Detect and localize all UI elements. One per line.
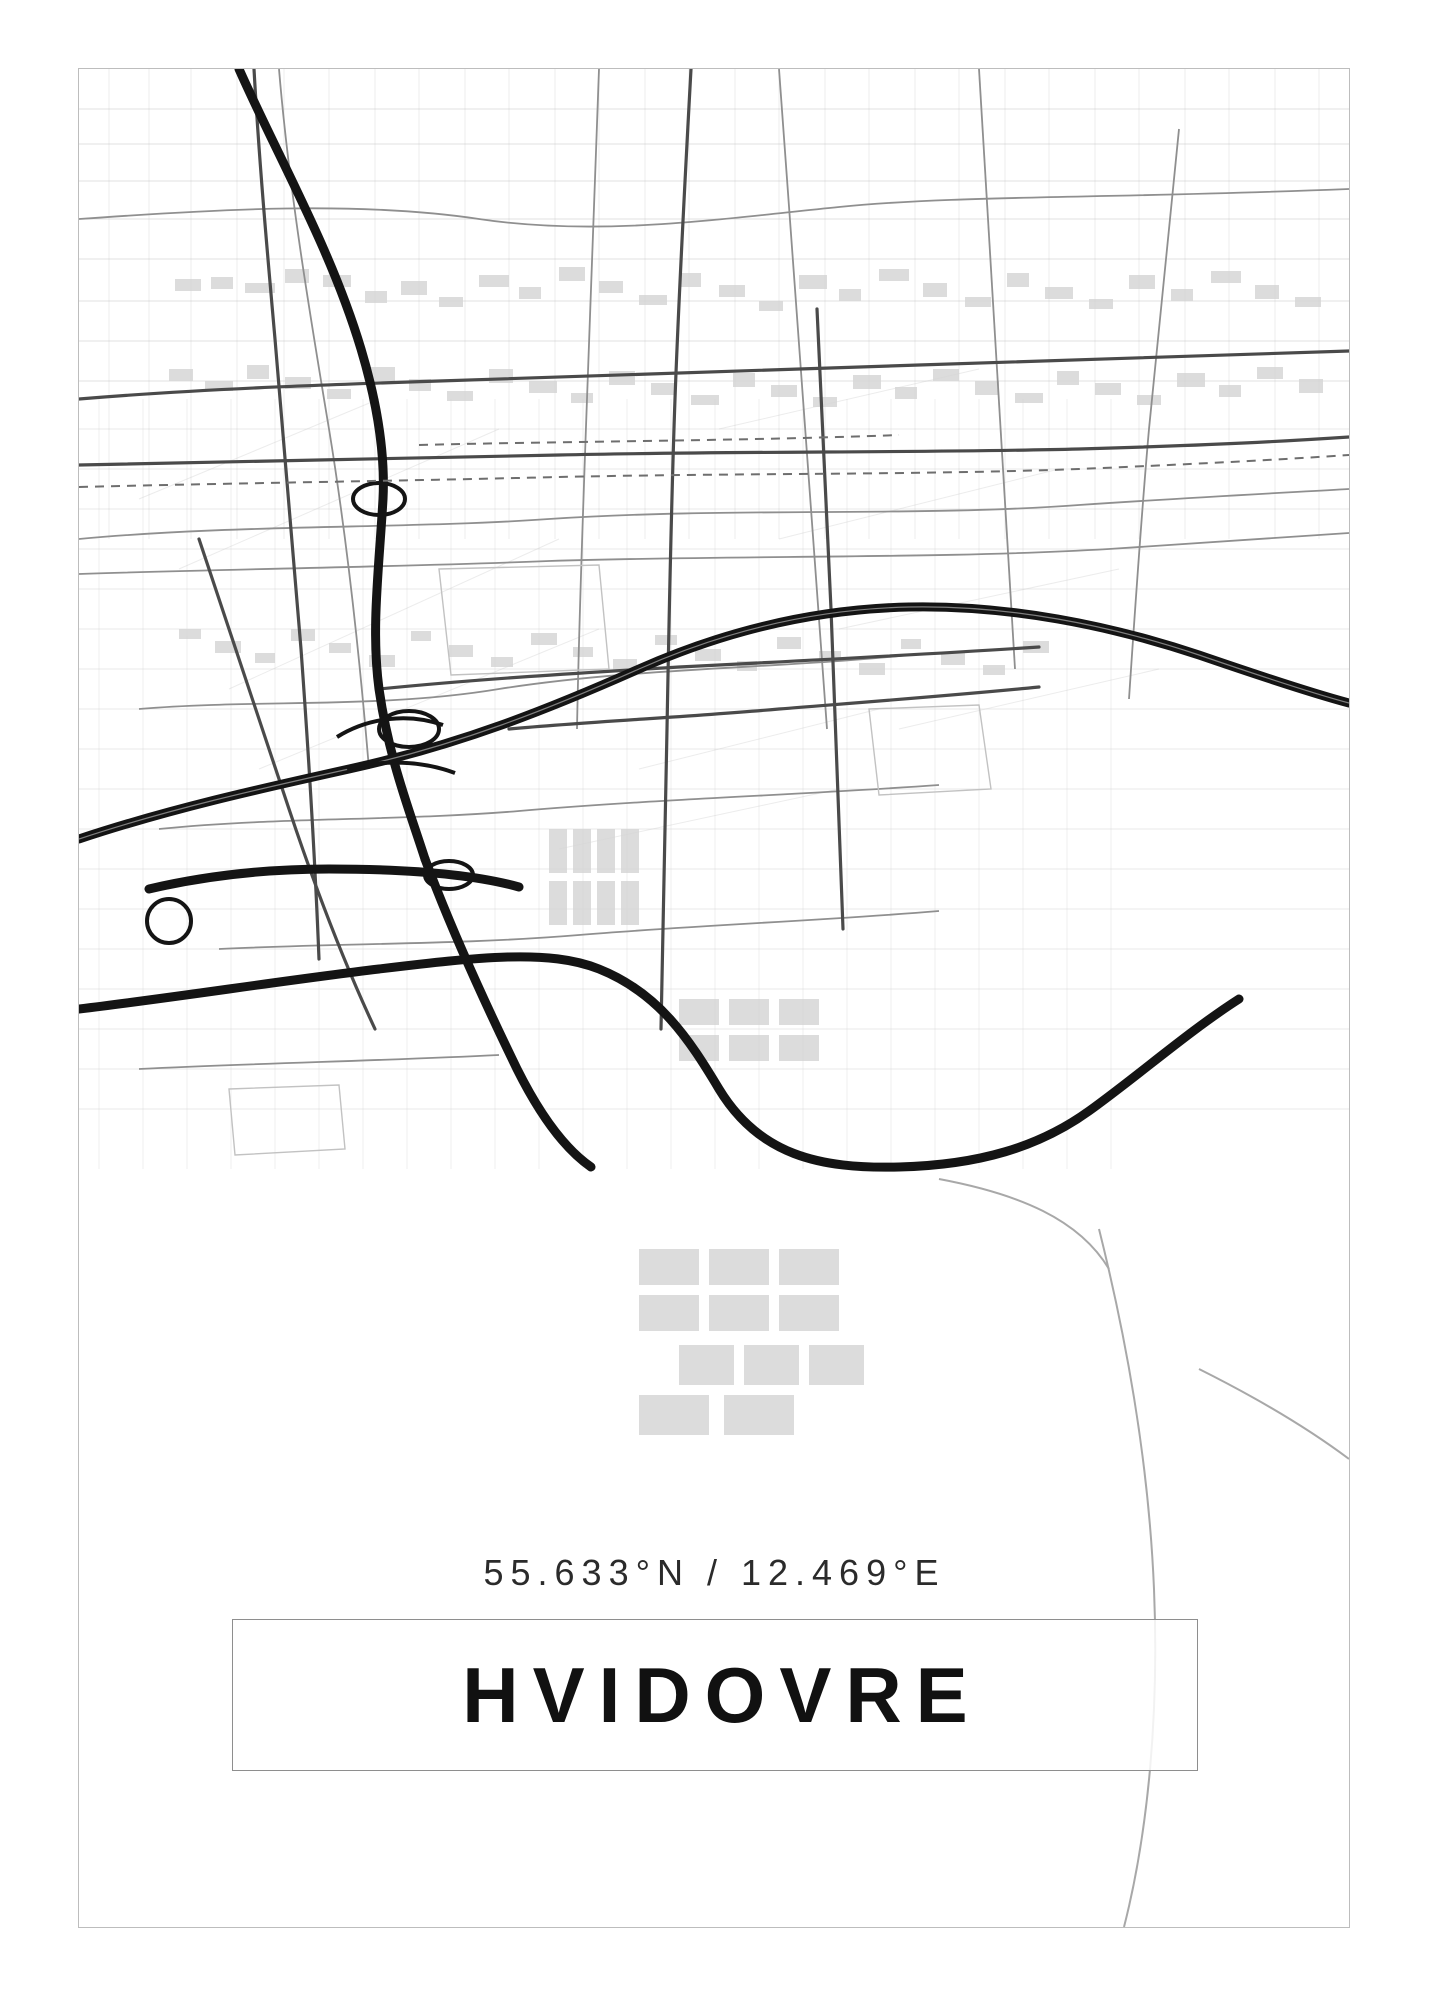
coordinates-label: 55.633°N / 12.469°E xyxy=(483,1552,946,1593)
city-title: HVIDOVRE xyxy=(462,1650,982,1739)
